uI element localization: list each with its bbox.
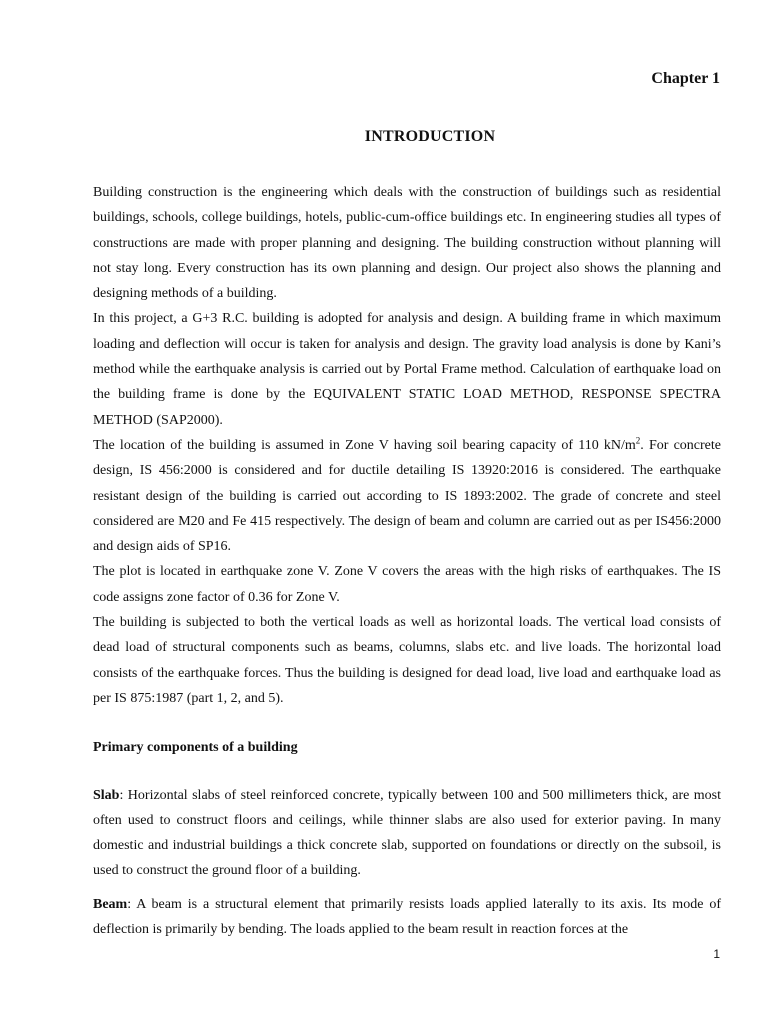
slab-definition: : Horizontal slabs of steel reinforced concrete, typically between 100 and 500 millimeters thick, are most often used to construct floors and ceilings, while thinner slabs are also used for exterior paving. In many domestic and industrial buildings a thick concrete slab, supported on foundations or directly on the subsoil, is used to construct the ground floor of a building. <box>93 787 721 879</box>
paragraph-3-part-a: The location of the building is assumed in Zone V having soil bearing capacity of 110 kN/m <box>93 437 636 453</box>
paragraph-3-part-b: . For concrete design, IS 456:2000 is considered and for ductile detailing IS 13920:2016 is considered. The earthquake resistant design of the building is carried out according to IS 1893:2002. The grade of concrete and steel considered are M20 and Fe 415 respectively. The design of beam and column are carried out as per IS456:2000 and design aids of SP16. <box>93 437 721 555</box>
slab-term: Slab <box>93 787 120 803</box>
beam-definition: : A beam is a structural element that primarily resists loads applied laterally to its axis. Its mode of deflection is primarily by bending. The loads applied to the beam result in reaction forces at the <box>93 896 721 938</box>
slab-paragraph <box>93 783 721 884</box>
beam-term: Beam <box>93 896 128 912</box>
superscript-2: 2 <box>635 435 641 446</box>
beam-paragraph <box>93 892 721 943</box>
page-title: INTRODUCTION <box>364 128 496 145</box>
paragraph-4: The plot is located in earthquake zone V. Zone V covers the areas with the high risks of earthquakes. The IS code assigns zone factor of 0.36 for Zone V. <box>93 564 721 605</box>
chapter-label: Chapter 1 <box>651 70 720 87</box>
body-text <box>93 180 721 942</box>
paragraph-3 <box>93 433 721 559</box>
paragraph-2: In this project, a G+3 R.C. building is adopted for analysis and design. A building frame in which maximum loading and deflection will occur is taken for analysis and design. The gravity load analysis is done by Kani’s method while the earthquake analysis is carried out by Portal Frame method. Calculation of earthquake load on the building frame is done by the EQUIVALENT STATIC LOAD METHOD, RESPONSE SPECTRA METHOD (SAP2000). <box>93 311 721 428</box>
paragraph-1: Building construction is the engineering which deals with the construction of buildings such as residential buildings, schools, college buildings, hotels, public-cum-office buildings etc. In engineering studies all types of constructions are made with proper planning and designing. The building construction without planning will not stay long. Every construction has its own planning and design. Our project also shows the planning and designing methods of a building. <box>93 185 721 302</box>
page-number: 1 <box>713 947 720 961</box>
section-heading: Primary components of a building <box>93 740 298 756</box>
paragraph-5: The building is subjected to both the vertical loads as well as horizontal loads. The vertical load consists of dead load of structural components such as beams, columns, slabs etc. and live loads. The horizontal load consists of the earthquake forces. Thus the building is designed for dead load, live load and earthquake load as per IS 875:1987 (part 1, 2, and 5). <box>93 615 721 706</box>
